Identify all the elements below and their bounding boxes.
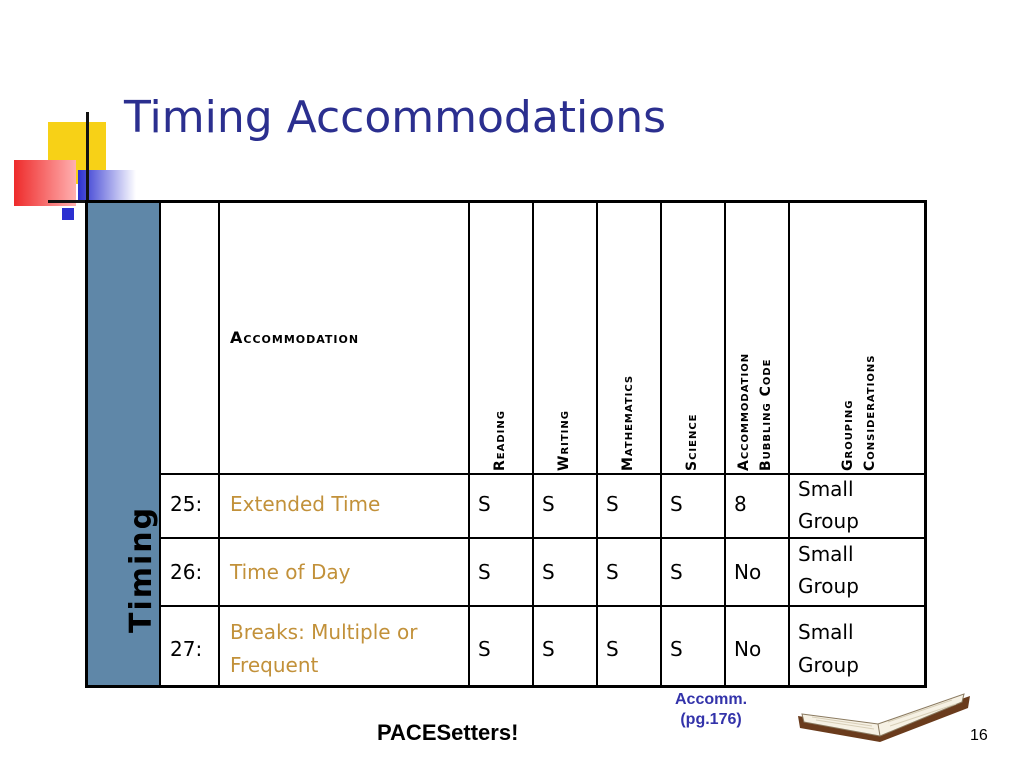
reference-link[interactable] — [675, 690, 747, 730]
page-title: Timing Accommodations — [124, 92, 667, 143]
mathematics-value: S — [606, 560, 619, 584]
timing-side-label: Timing — [124, 505, 159, 633]
page-number: 16 — [970, 727, 988, 744]
accommodation-name: Time of Day — [230, 560, 351, 584]
grouping-value-line2: Group — [798, 574, 859, 598]
accommodation-name: Extended Time — [230, 492, 381, 516]
bubbling-code-value: No — [734, 560, 762, 584]
reading-header: Reading — [492, 410, 508, 471]
accommodation-header: Accommodation — [230, 328, 360, 347]
grouping-header-line2: Considerations — [862, 354, 878, 471]
row-number: 25: — [170, 492, 203, 516]
footer-text: PACESetters! — [377, 720, 519, 745]
accommodation-name: Breaks: Multiple or — [230, 620, 418, 644]
writing-header: Writing — [556, 410, 572, 471]
science-header: Science — [684, 413, 700, 471]
grouping-header-line1: Grouping — [840, 399, 856, 471]
row-number: 27: — [170, 637, 203, 661]
reference-line1: Accomm. — [675, 691, 748, 708]
reading-value: S — [478, 637, 491, 661]
bubbling-code-header-line2: Bubbling Code — [758, 358, 774, 471]
writing-value: S — [542, 560, 555, 584]
grouping-value-line2: Group — [798, 653, 859, 677]
grouping-value-line2: Group — [798, 509, 859, 533]
mathematics-value: S — [606, 637, 619, 661]
grouping-value-line1: Small — [798, 542, 854, 566]
grouping-value-line1: Small — [798, 620, 854, 644]
mathematics-header: Mathematics — [620, 374, 636, 471]
writing-value: S — [542, 637, 555, 661]
open-book-icon — [792, 686, 972, 756]
writing-value: S — [542, 492, 555, 516]
bubbling-code-value: 8 — [734, 492, 747, 516]
reference-line2: (pg.176) — [680, 711, 742, 728]
reading-value: S — [478, 560, 491, 584]
row-number: 26: — [170, 560, 203, 584]
timing-accommodations-table — [85, 200, 927, 688]
accommodation-name-line2: Frequent — [230, 653, 319, 677]
science-value: S — [670, 637, 683, 661]
mathematics-value: S — [606, 492, 619, 516]
reading-value: S — [478, 492, 491, 516]
grouping-value-line1: Small — [798, 477, 854, 501]
bubbling-code-value: No — [734, 637, 762, 661]
science-value: S — [670, 560, 683, 584]
science-value: S — [670, 492, 683, 516]
bubbling-code-header-line1: Accommodation — [736, 352, 752, 471]
